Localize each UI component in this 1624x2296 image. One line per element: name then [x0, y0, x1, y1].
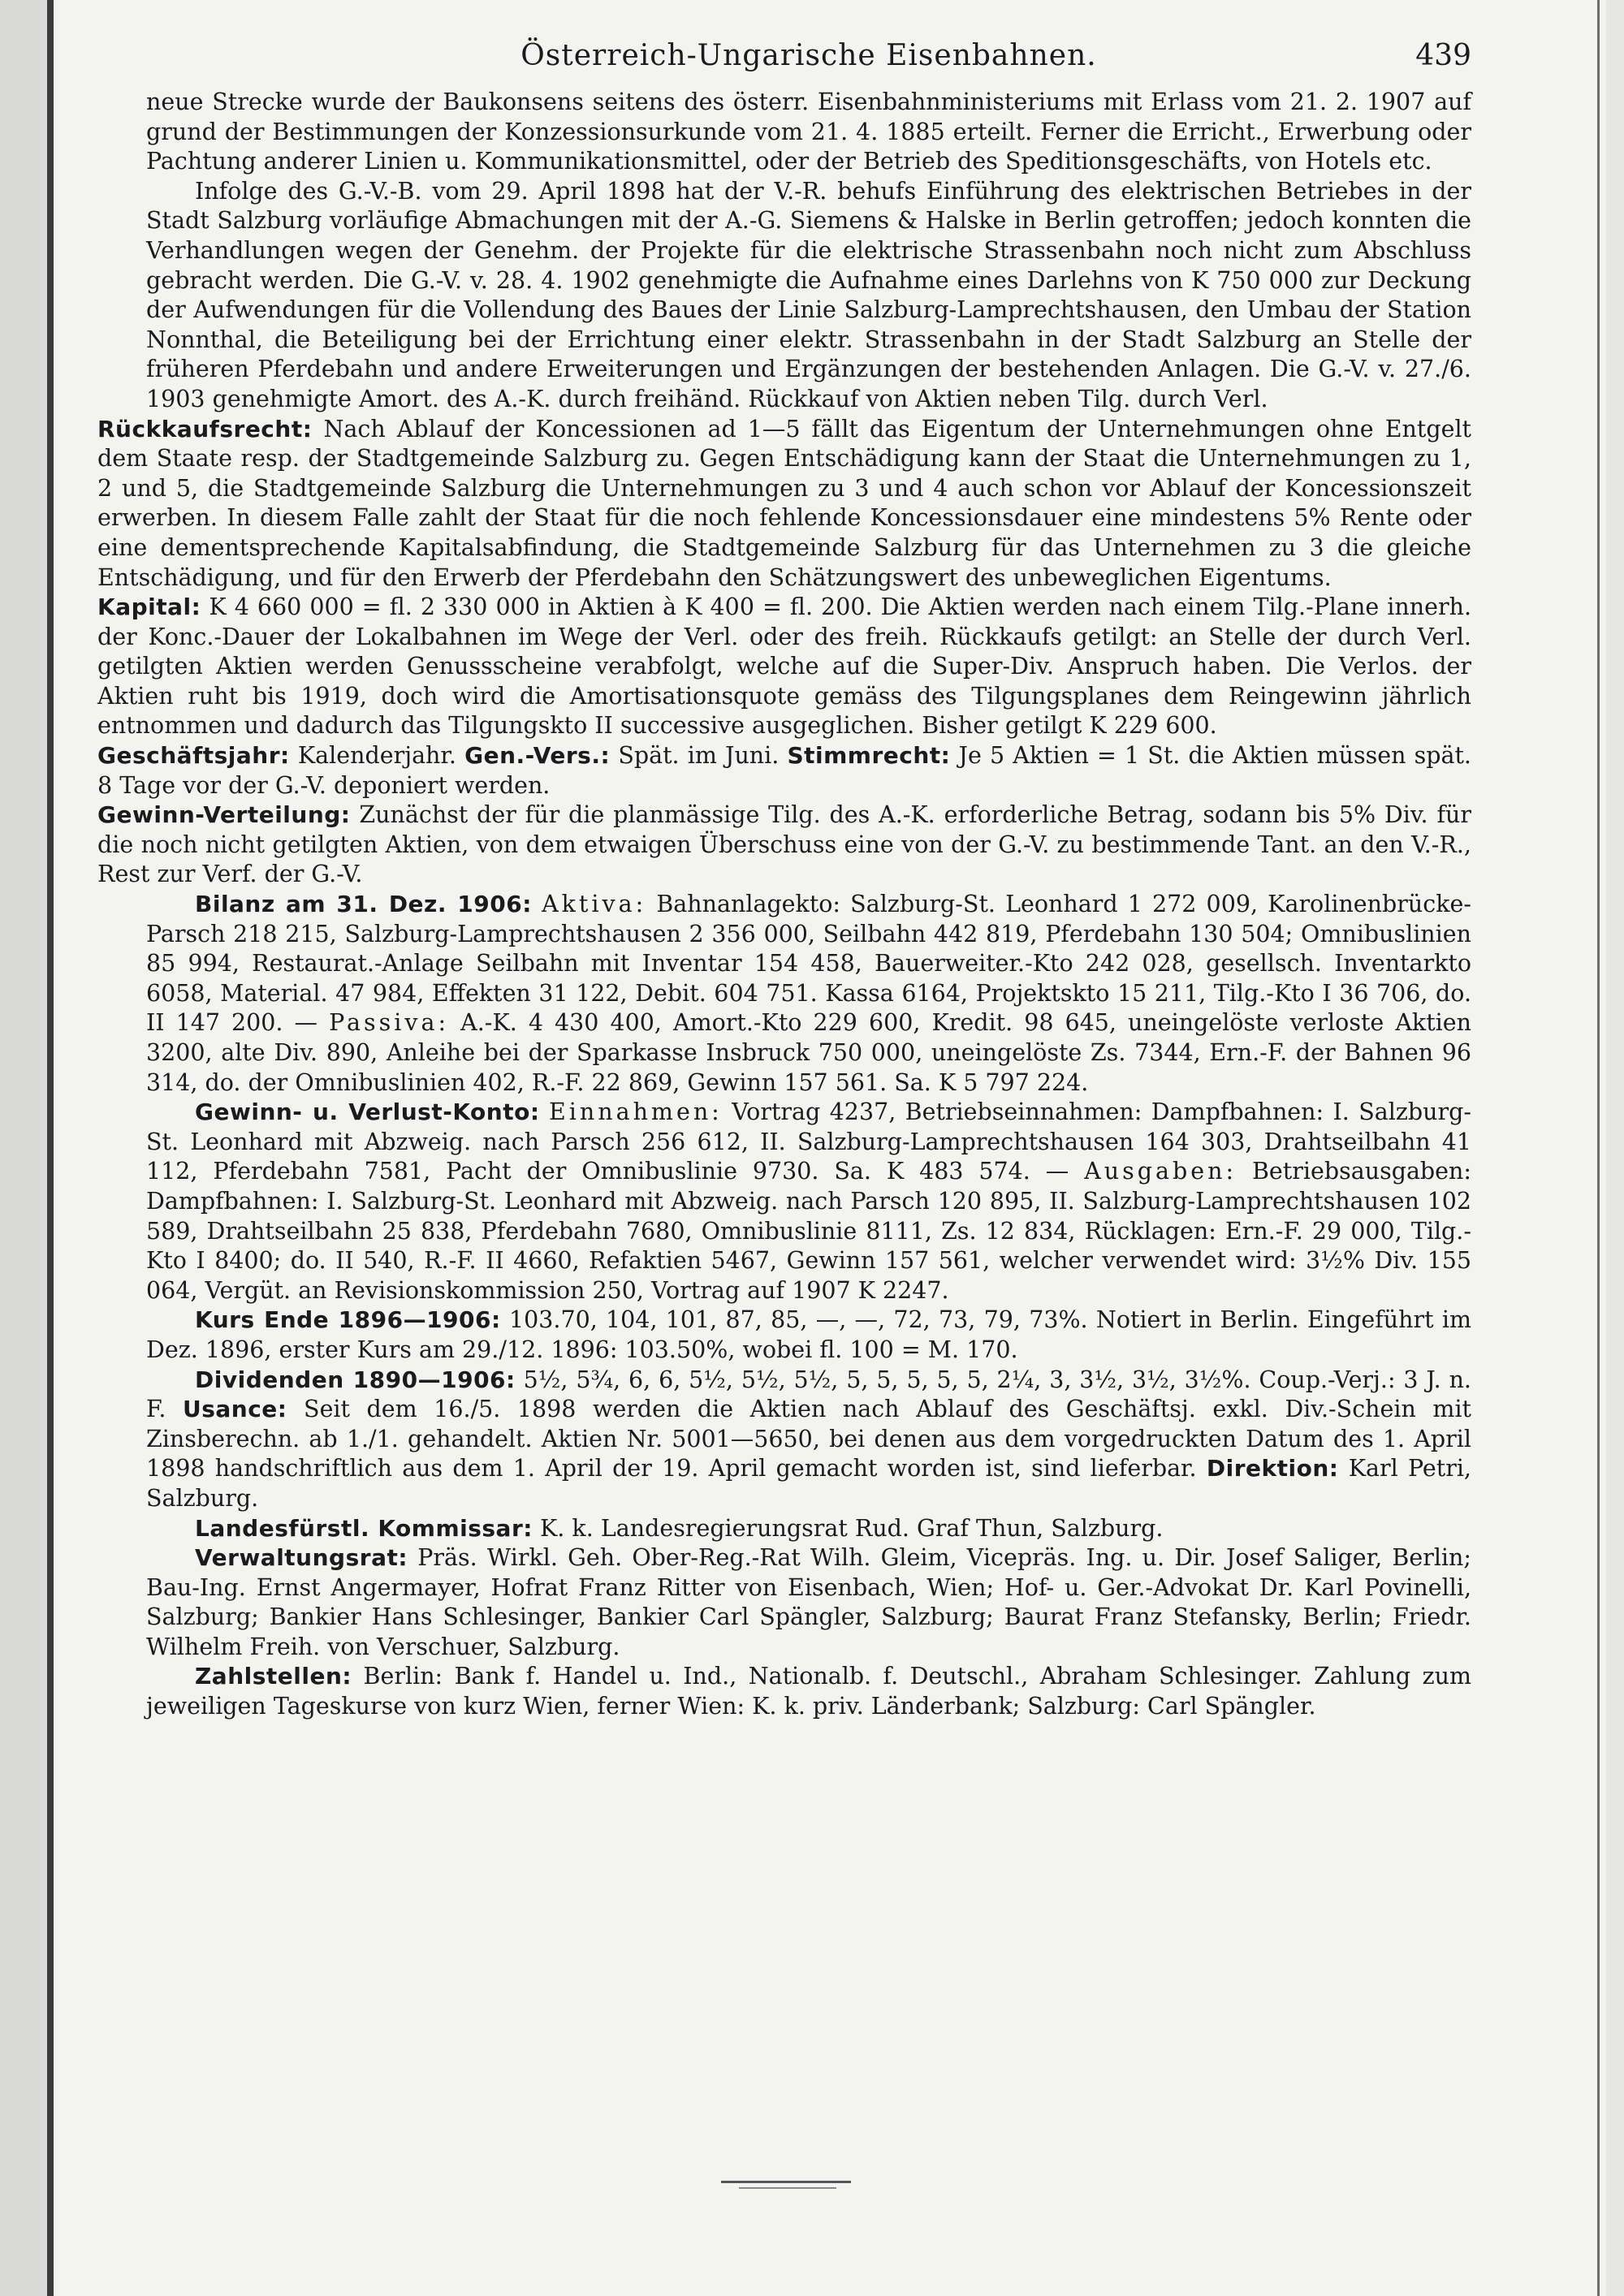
- label-verwaltungsrat: Verwaltungsrat:: [195, 1544, 408, 1572]
- page-number: 439: [1415, 39, 1471, 72]
- section-kurs: [146, 1306, 1471, 1365]
- text-dividenden: 5½, 5¾, 6, 6, 5½, 5½, 5½, 5, 5, 5, 5, 5, 2¼, 3, 3½, 3½, 3½%. Coup.-Verj.: 3 J. n. F.: [146, 1366, 1471, 1423]
- section-gewinn-verlust: [146, 1098, 1471, 1306]
- text-rueckkaufsrecht: Nach Ablauf der Koncessionen ad 1—5 fällt das Eigentum der Unternehmungen ohne Entgelt dem Staate resp. der Stadtgemeinde Salzburg zu. Gegen Entschädigung kann der Staat die Unternehmungen zu 1, 2 und 5, die Stadtgemeinde Salzburg die Unternehmungen zu 3 und 4 auch schon vor Ablauf der Koncessionszeit erwerben. In diesem Falle zahlt der Staat für die noch fehlende Koncessionsdauer eine mindestens 5% Rente oder eine dementsprechende Kapitalsabfindung, die Stadtgemeinde Salzburg für das Unternehmen zu 3 die gleiche Entschädigung, und für den Erwerb der Pferdebahn den Schätzungswert des unbeweglichen Eigentums.: [97, 415, 1472, 591]
- label-gewinn-verteilung: Gewinn-Verteilung:: [97, 801, 351, 829]
- text-kapital: K 4 660 000 = fl. 2 330 000 in Aktien à K 400 = fl. 200. Die Aktien werden nach einem Tilg.-Plane innerh. der Konc.-Dauer der Lokalbahnen im Wege der Verl. oder des freih. Rückkaufs getilgt: an Stelle der durch Verl. getilgten Aktien werden Genussscheine verabfolgt, welche auf die Super-Div. Anspruch haben. Die Verlos. der Aktien ruht bis 1919, doch wird die Amortisationsquote gemäss des Tilgungsplanes dem Reingewinn jährlich entnommen und dadurch das Tilgungskto II successive ausgeglichen. Bisher getilgt K 229 600.: [97, 593, 1472, 740]
- scan-right-margin: [1606, 0, 1624, 2296]
- label-geschaeftsjahr: Geschäftsjahr:: [97, 742, 290, 770]
- section-rueckkaufsrecht: [97, 415, 1471, 593]
- section-zahlstellen: [146, 1662, 1471, 1721]
- text-direktion: Karl Petri, Salzburg.: [146, 1455, 1471, 1512]
- text-verwaltungsrat: Präs. Wirkl. Geh. Ober-Reg.-Rat Wilh. Gleim, Vicepräs. Ing. u. Dir. Josef Saliger, Berlin; Bau-Ing. Ernst Angermayer, Hofrat Franz Ritter von Eisenbach, Wien; Hof- u. Ger.-Advokat Dr. Karl Povinelli, Salzburg; Bankier Hans Schlesinger, Bankier Carl Spängler, Salzburg; Baurat Franz Stefansky, Berlin; Friedr. Wilhelm Freih. von Verschuer, Salzburg.: [146, 1544, 1471, 1660]
- scan-right-edge: [1597, 0, 1600, 2296]
- section-verwaltungsrat: [146, 1543, 1471, 1662]
- label-aktiva: Aktiva:: [542, 891, 647, 918]
- text-passiva: A.-K. 4 430 400, Amort.-Kto 229 600, Kredit. 98 645, uneingelöste verloste Aktien 3200, alte Div. 890, Anleihe bei der Sparkasse Insbruck 750 000, uneingelöste Zs. 7344, Ern.-F. der Bahnen 96 314, do. der Omnibuslinien 402, R.-F. 22 869, Gewinn 157 561. Sa. K 5 797 224.: [146, 1009, 1471, 1096]
- text-geschaeftsjahr: Kalenderjahr.: [297, 742, 456, 770]
- text-stimmrecht: Je 5 Aktien = 1 St. die Aktien müssen spät. 8 Tage vor der G.-V. deponiert werden.: [97, 742, 1471, 799]
- label-rueckkaufsrecht: Rückkaufsrecht:: [97, 415, 313, 442]
- document-body: [97, 88, 1472, 1722]
- label-zahlstellen: Zahlstellen:: [195, 1663, 352, 1690]
- label-ausgaben: Ausgaben:: [1084, 1158, 1237, 1185]
- text-gewinn-verteilung: Zunächst der für die planmässige Tilg. des A.-K. erforderliche Betrag, sodann bis 5% Div. für die noch nicht getilgten Aktien, von dem etwaigen Überschuss eine von der G.-V. zu bestimmende Tant. an den V.-R., Rest zur Verf. der G.-V.: [97, 801, 1471, 888]
- text-einnahmen: Vortrag 4237, Betriebseinnahmen: Dampfbahnen: I. Salzburg-St. Leonhard mit Abzweig. nach Parsch 256 612, II. Salzburg-Lamprechtshausen 164 303, Drahtseilbahn 41 112, Pferdebahn 7581, Pacht der Omnibuslinie 9730. Sa. K 483 574. —: [146, 1098, 1472, 1185]
- label-kapital: Kapital:: [97, 593, 201, 621]
- section-gewinn-verteilung: [97, 801, 1471, 890]
- section-landesfuerstl-kommissar: [146, 1514, 1471, 1544]
- running-title: Österreich-Ungarische Eisenbahnen.: [520, 39, 1097, 72]
- page-header: [146, 39, 1471, 88]
- text-ausgaben: Betriebsausgaben: Dampfbahnen: I. Salzburg-St. Leonhard mit Abzweig. nach Parsch 120 895, II. Salzburg-Lamprechtshausen 102 589, Drahtseilbahn 25 838, Pferdebahn 7680, Omnibuslinie 8111, Zs. 12 834, Rücklagen: Ern.-F. 29 000, Tilg.-Kto I 8400; do. II 540, R.-F. II 4660, Refaktien 5467, Gewinn 157 561, welcher verwendet wird: 3½% Div. 155 064, Vergüt. an Revisionskommission 250, Vortrag auf 1907 K 2247.: [146, 1158, 1471, 1304]
- scan-left-edge: [47, 0, 54, 2296]
- section-geschaeftsjahr: [97, 741, 1471, 801]
- text-zahlstellen: Berlin: Bank f. Handel u. Ind., Nationalb. f. Deutschl., Abraham Schlesinger. Zahlung zum jeweiligen Tageskurse von kurz Wien, ferner Wien: K. k. priv. Länderbank; Salzburg: Carl Spängler.: [146, 1663, 1471, 1720]
- page-content: [97, 39, 1472, 1722]
- label-bilanz: Bilanz am 31. Dez. 1906:: [195, 891, 532, 918]
- text-usance: Seit dem 16./5. 1898 werden die Aktien nach Ablauf des Geschäftsj. exkl. Div.-Schein mit Zinsberechn. ab 1./1. gehandelt. Aktien Nr. 5001—5650, bei denen aus dem vorgedruckten Datum des 1. April 1898 handschriftlich aus dem 1. April der 19. April gemacht worden ist, sind lieferbar.: [146, 1396, 1472, 1482]
- text-landesfuerstl-kommissar: K. k. Landesregierungsrat Rud. Graf Thun, Salzburg.: [540, 1514, 1164, 1542]
- label-landesfuerstl-kommissar: Landesfürstl. Kommissar:: [195, 1514, 533, 1542]
- text-kurs: 103.70, 104, 101, 87, 85, —, —, 72, 73, 79, 73%. Notiert in Berlin. Eingeführt im Dez. 1896, erster Kurs am 29./12. 1896: 103.50%, wobei fl. 100 = M. 170.: [146, 1306, 1471, 1363]
- text-gen-vers: Spät. im Juni.: [618, 742, 780, 770]
- label-gen-vers: Gen.-Vers.:: [464, 742, 611, 770]
- label-kurs: Kurs Ende 1896—1906:: [195, 1306, 501, 1334]
- label-dividenden: Dividenden 1890—1906:: [195, 1366, 516, 1393]
- section-bilanz: [146, 890, 1471, 1098]
- label-usance: Usance:: [182, 1396, 287, 1423]
- footer-rule-secondary: [739, 2187, 836, 2189]
- label-direktion: Direktion:: [1206, 1455, 1339, 1482]
- section-kapital: [97, 593, 1471, 741]
- paragraph-electrification: Infolge des G.-V.-B. vom 29. April 1898 hat der V.-R. behufs Einführung des elektrischen Betriebes in der Stadt Salzburg vorläufige Abmachungen mit der A.-G. Siemens & Halske in Berlin getroffen; jedoch konnten die Verhandlungen wegen der Genehm. der Projekte für die elektrische Strassenbahn noch nicht zum Abschluss gebracht werden. Die G.-V. v. 28. 4. 1902 genehmigte die Aufnahme eines Darlehns von K 750 000 zur Deckung der Aufwendungen für die Vollendung des Baues der Linie Salzburg-Lamprechtshausen, den Umbau der Station Nonnthal, die Beteiligung bei der Errichtung einer elektr. Strassenbahn in der Stadt Salzburg an Stelle der früheren Pferdebahn und andere Erweiterungen und Ergänzungen der bestehenden Anlagen. Die G.-V. v. 27./6. 1903 genehmigte Amort. des A.-K. durch freihänd. Rückkauf von Aktien neben Tilg. durch Verl.: [146, 177, 1471, 412]
- label-passiva: Passiva:: [329, 1009, 450, 1037]
- section-dividenden: [146, 1366, 1471, 1514]
- footer-rule: [721, 2181, 851, 2183]
- label-einnahmen: Einnahmen:: [548, 1098, 723, 1126]
- scan-left-margin: [0, 0, 50, 2296]
- text-aktiva: Bahnanlagekto: Salzburg-St. Leonhard 1 272 009, Karolinenbrücke-Parsch 218 215, Salzburg-Lamprechtshausen 2 356 000, Seilbahn 442 819, Pferdebahn 130 504; Omnibuslinien 85 994, Restaurat.-Anlage Seilbahn mit Inventar 154 458, Bauerweiter.-Kto 242 028, gesellsch. Inventarkto 6058, Material. 47 984, Effekten 31 122, Debit. 604 751. Kassa 6164, Projektskto 15 211, Tilg.-Kto I 36 706, do. II 147 200. —: [146, 891, 1471, 1037]
- paragraph-construction: neue Strecke wurde der Baukonsens seitens des österr. Eisenbahnministeriums mit Erlass vom 21. 2. 1907 auf grund der Bestimmungen der Konzessionsurkunde vom 21. 4. 1885 erteilt. Ferner die Erricht., Erwerbung oder Pachtung anderer Linien u. Kommunikationsmittel, oder der Betrieb des Speditionsgeschäfts, von Hotels etc.: [146, 88, 1471, 175]
- label-stimmrecht: Stimmrecht:: [787, 742, 951, 770]
- label-gewinn-verlust: Gewinn- u. Verlust-Konto:: [195, 1098, 540, 1126]
